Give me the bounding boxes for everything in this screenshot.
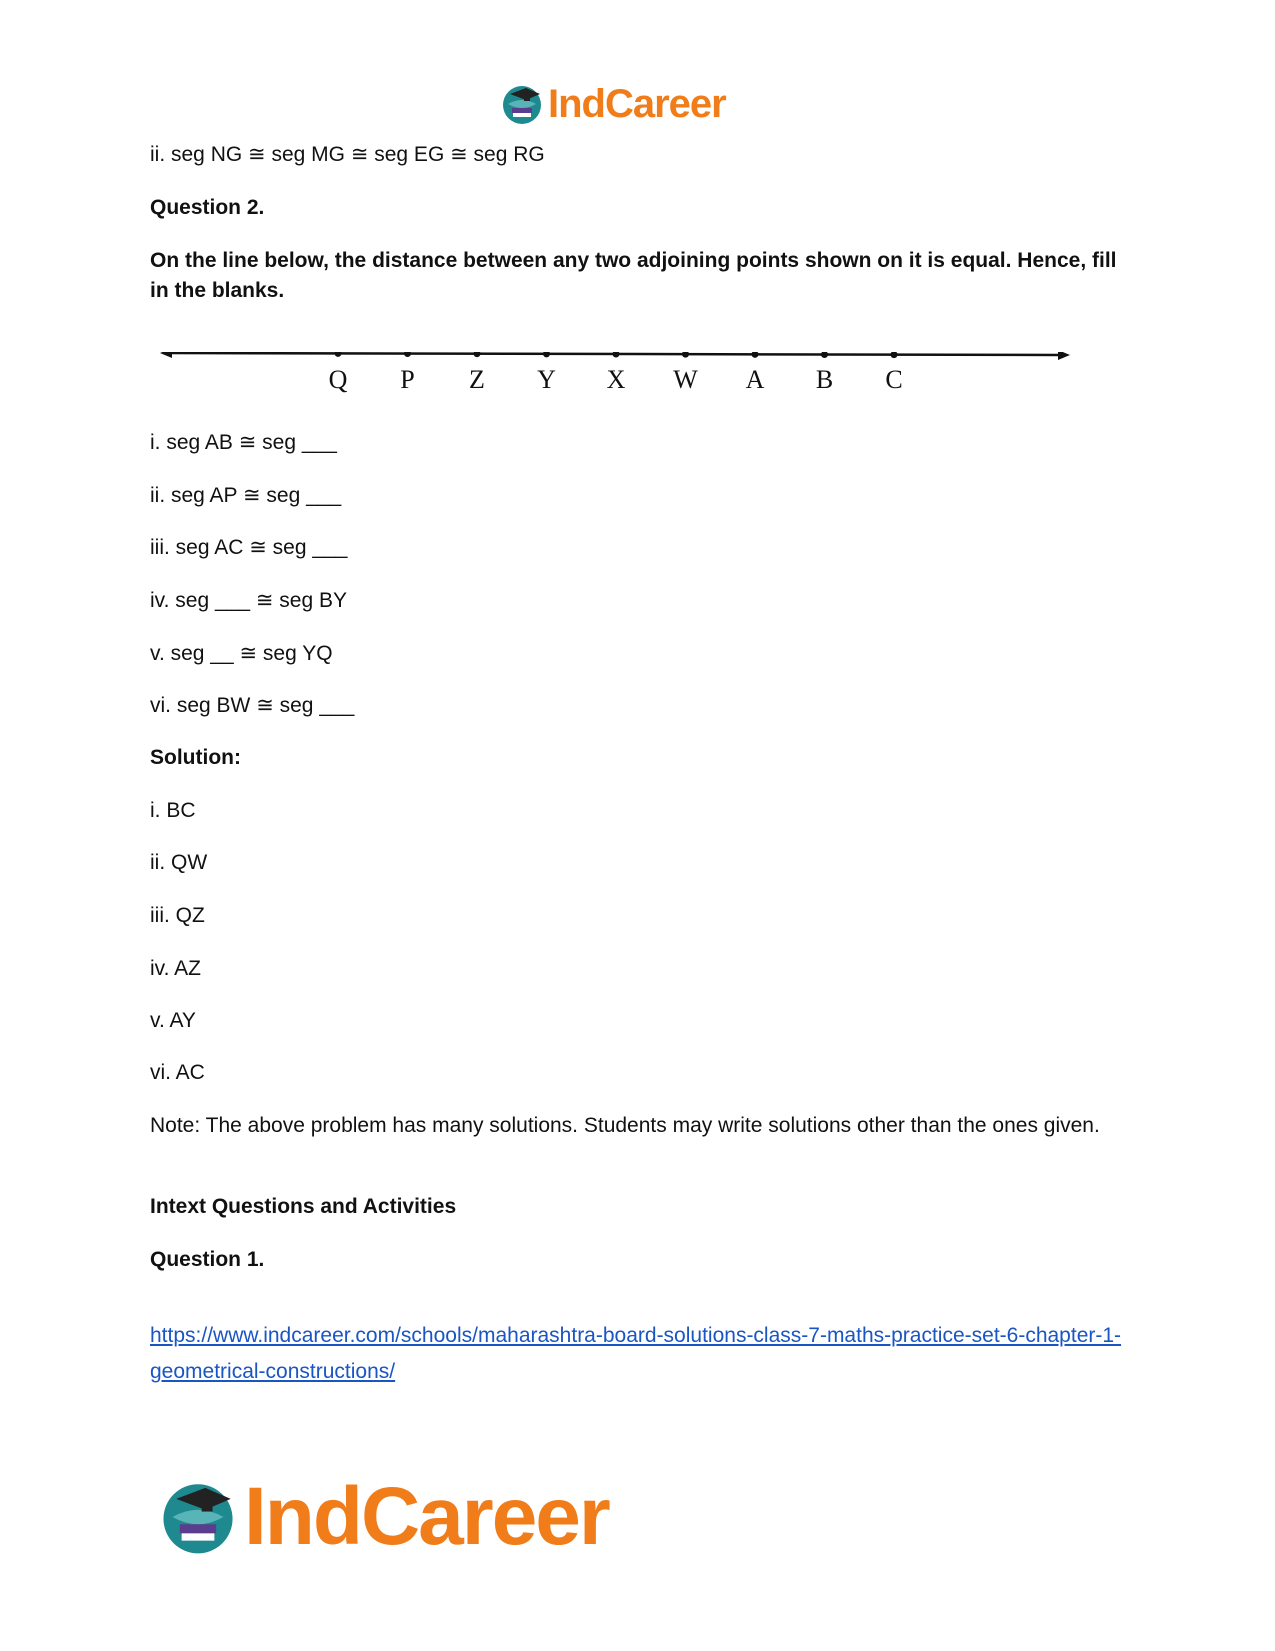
- section-title: Intext Questions and Activities: [150, 1195, 457, 1218]
- question-text: On the line below, the distance between any two adjoining points shown on it is equal. Hence, fill in the blanks.: [150, 249, 1117, 302]
- point-label-b: B: [815, 365, 834, 394]
- globe-cap-icon: [500, 82, 544, 126]
- point-label-q: Q: [328, 365, 348, 394]
- previous-answer: ii. seg NG ≅ seg MG ≅ seg EG ≅ seg RG: [150, 143, 545, 166]
- blank-item: i. seg AB ≅ seg ___: [150, 431, 337, 454]
- source-link[interactable]: https://www.indcareer.com/schools/maharashtra-board-solutions-class-7-maths-practice-set-6-chapter-1-geometrical-constructions/: [150, 1324, 1122, 1383]
- point-y: [543, 352, 550, 357]
- point-b: [821, 352, 828, 358]
- blank-item: iii. seg AC ≅ seg ___: [150, 536, 348, 559]
- blank-item: v. seg __ ≅ seg YQ: [150, 642, 333, 665]
- answer-item: ii. QW: [150, 851, 208, 874]
- header-logo: [500, 78, 726, 130]
- point-label-x: X: [606, 365, 626, 394]
- right-arrowhead: [1058, 352, 1070, 360]
- blank-item: iv. seg ___ ≅ seg BY: [150, 589, 347, 612]
- point-x: [613, 352, 620, 358]
- answer-item: iii. QZ: [150, 904, 205, 927]
- blank-item: ii. seg AP ≅ seg ___: [150, 484, 342, 507]
- solution-title: Solution:: [150, 746, 241, 769]
- point-q: [335, 352, 342, 357]
- point-label-c: C: [885, 365, 903, 394]
- note-text: Note: The above problem has many solutions. Students may write solutions other than the ones given.: [150, 1114, 1100, 1137]
- globe-cap-icon: [158, 1477, 238, 1557]
- answer-item: v. AY: [150, 1009, 196, 1032]
- answer-item: iv. AZ: [150, 957, 201, 980]
- footer-logo: [158, 1472, 609, 1562]
- point-label-z: Z: [469, 365, 485, 394]
- question-title: Question 2.: [150, 196, 265, 219]
- point-label-y: Y: [537, 365, 556, 394]
- point-p: [404, 352, 411, 357]
- answer-item: i. BC: [150, 799, 196, 822]
- point-a: [752, 352, 759, 358]
- answer-item: vi. AC: [150, 1061, 205, 1084]
- point-label-p: P: [400, 365, 415, 394]
- point-label-w: W: [673, 365, 698, 394]
- left-arrowhead: [160, 352, 172, 358]
- brand-name: IndCareer: [548, 81, 726, 126]
- point-w: [682, 352, 689, 358]
- brand-name: IndCareer: [244, 1471, 609, 1562]
- number-line-diagram: [160, 352, 1080, 402]
- point-c: [891, 352, 898, 358]
- blank-item: vi. seg BW ≅ seg ___: [150, 694, 355, 717]
- point-label-a: A: [745, 365, 765, 394]
- point-z: [474, 352, 481, 357]
- next-question-title: Question 1.: [150, 1248, 265, 1271]
